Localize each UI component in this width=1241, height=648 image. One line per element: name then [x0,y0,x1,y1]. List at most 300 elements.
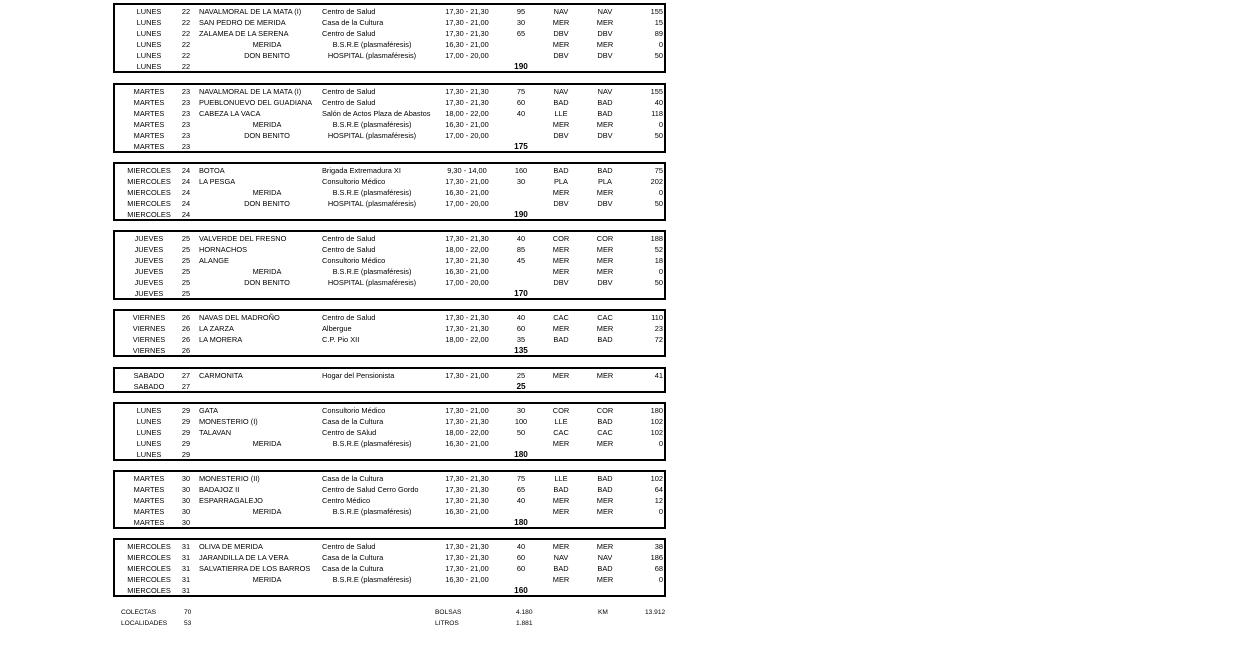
hours-cell: 17,30 - 21,00 [445,564,489,573]
area-cell: DBV [597,199,613,208]
table-row [115,427,664,438]
locality-cell: MERIDA [252,575,282,584]
hours-cell: 17,30 - 21,30 [445,87,489,96]
area-cell: DBV [597,51,613,60]
km-cell: 155 [650,7,663,16]
locality-cell: PUEBLONUEVO DEL GUADIANA [199,98,313,107]
day-cell: MARTES [133,120,165,129]
km-cell: 68 [654,564,663,573]
area-cell: BAD [597,98,613,107]
day-cell: JUEVES [134,267,164,276]
summary-row [115,61,664,72]
zone-cell: DBV [553,131,569,140]
km-cell: 118 [651,109,663,118]
area-cell: DBV [597,278,613,287]
locality-cell: DON BENITO [244,199,290,208]
venue-cell: Albergue [322,324,352,333]
day-number-cell: 24 [181,210,191,219]
day-cell: MARTES [133,109,165,118]
summary-row [115,141,664,152]
area-cell: BAD [597,109,613,118]
day-cell: VIERNES [132,335,166,344]
km-cell: 186 [650,553,663,562]
locality-cell: TALAVAN [199,428,232,437]
venue-cell: HOSPITAL (plasmaféresis) [327,278,417,287]
day-total: 180 [514,450,528,459]
summary-row [115,381,664,392]
day-number-cell: 26 [181,313,191,322]
bags-cell: 65 [516,29,526,38]
km-cell: 0 [658,267,663,276]
day-total: 175 [514,142,528,151]
km-cell: 102 [650,428,663,437]
hours-cell: 18,00 - 22,00 [445,245,489,254]
day-cell: JUEVES [134,256,164,265]
area-cell: MER [596,575,614,584]
area-cell: BAD [597,485,613,494]
zone-cell: MER [552,507,570,516]
zone-cell: PLA [554,177,568,186]
day-cell: MIERCOLES [127,542,171,551]
table-row [115,6,664,17]
table-row [115,50,664,61]
zone-cell: MER [552,188,570,197]
venue-cell: Casa de la Cultura [322,417,384,426]
venue-cell: Centro de Salud [322,29,376,38]
area-cell: BAD [597,564,613,573]
locality-cell: MONESTERIO (II) [199,474,260,483]
day-number-cell: 30 [181,496,191,505]
bags-cell: 40 [516,234,526,243]
table-row [115,416,664,427]
day-number-cell: 29 [181,417,191,426]
bags-cell: 30 [516,177,526,186]
locality-cell: CABEZA LA VACA [199,109,261,118]
table-row [115,552,664,563]
day-number-cell: 25 [181,256,191,265]
zone-cell: BAD [553,98,569,107]
bags-cell: 25 [516,371,526,380]
hours-cell: 16,30 - 21,00 [445,120,489,129]
table-row [115,130,664,141]
day-cell: MIERCOLES [127,575,171,584]
colectas-label: COLECTAS [121,609,157,616]
day-number-cell: 26 [181,324,191,333]
day-cell: MIERCOLES [127,564,171,573]
hours-cell: 17,30 - 21,30 [445,234,489,243]
table-row [115,17,664,28]
day-cell: MIERCOLES [127,586,171,595]
zone-cell: MER [552,496,570,505]
zone-cell: LLE [554,474,568,483]
hours-cell: 17,00 - 20,00 [445,199,489,208]
area-cell: MER [596,256,614,265]
day-cell: LUNES [136,439,162,448]
zone-cell: DBV [553,278,569,287]
hours-cell: 17,30 - 21,00 [445,18,489,27]
km-cell: 180 [650,406,663,415]
day-cell: LUNES [136,450,162,459]
hours-cell: 18,00 - 22,00 [445,109,489,118]
day-number-cell: 29 [181,406,191,415]
hours-cell: 17,30 - 21,00 [445,371,489,380]
km-cell: 41 [654,371,663,380]
venue-cell: Consultorio Médico [322,177,386,186]
zone-cell: MER [552,267,570,276]
venue-cell: Centro de Salud [322,542,376,551]
zone-cell: NAV [553,7,569,16]
day-number-cell: 24 [181,188,191,197]
km-cell: 0 [658,439,663,448]
day-cell: MARTES [133,496,165,505]
summary-row [115,449,664,460]
km-cell: 50 [654,51,663,60]
zone-cell: BAD [553,166,569,175]
venue-cell: C.P. Pio XII [322,335,360,344]
hours-cell: 17,30 - 21,30 [445,29,489,38]
summary-row [115,585,664,596]
venue-cell: Salón de Actos Plaza de Abastos [322,109,431,118]
area-cell: MER [596,496,614,505]
locality-cell: JARANDILLA DE LA VERA [199,553,289,562]
summary-row [115,517,664,528]
schedule-block [113,230,666,300]
day-cell: MARTES [133,87,165,96]
locality-cell: ZALAMEA DE LA SERENA [199,29,289,38]
venue-cell: Hogar del Pensionista [322,371,395,380]
day-cell: MIERCOLES [127,210,171,219]
hours-cell: 18,00 - 22,00 [445,428,489,437]
hours-cell: 17,30 - 21,30 [445,7,489,16]
table-row [115,97,664,108]
locality-cell: MERIDA [252,188,282,197]
table-row [115,119,664,130]
localidades-value: 53 [184,620,192,627]
area-cell: PLA [598,177,612,186]
locality-cell: ESPARRAGALEJO [199,496,263,505]
table-row [115,370,664,381]
km-cell: 23 [654,324,663,333]
localidades-label: LOCALIDADES [121,620,168,627]
locality-cell: SALVATIERRA DE LOS BARROS [199,564,311,573]
table-row [115,198,664,209]
venue-cell: Consultorio Médico [322,406,386,415]
area-cell: MER [596,245,614,254]
hours-cell: 17,30 - 21,00 [445,177,489,186]
area-cell: NAV [597,87,613,96]
day-cell: SABADO [133,382,165,391]
venue-cell: Centro de Salud [322,98,376,107]
hours-cell: 18,00 - 22,00 [445,335,489,344]
hours-cell: 16,30 - 21,00 [445,267,489,276]
day-number-cell: 31 [181,564,191,573]
day-number-cell: 27 [181,382,191,391]
day-cell: JUEVES [134,234,164,243]
day-number-cell: 31 [181,542,191,551]
day-number-cell: 26 [181,346,191,355]
day-cell: LUNES [136,62,162,71]
day-number-cell: 29 [181,428,191,437]
day-number-cell: 30 [181,507,191,516]
schedule-block [113,309,666,357]
day-number-cell: 30 [181,485,191,494]
venue-cell: Brigada Extremadura XI [322,166,401,175]
day-cell: JUEVES [134,278,164,287]
km-cell: 102 [650,474,663,483]
area-cell: BAD [597,474,613,483]
day-number-cell: 23 [181,120,191,129]
table-row [115,334,664,345]
hours-cell: 17,00 - 20,00 [445,51,489,60]
day-number-cell: 22 [181,29,191,38]
table-row [115,438,664,449]
table-row [115,165,664,176]
schedule-block [113,402,666,461]
venue-cell: Centro de Salud [322,87,376,96]
litros-label: LITROS [435,620,459,627]
area-cell: DBV [597,131,613,140]
day-cell: LUNES [136,51,162,60]
hours-cell: 17,30 - 21,30 [445,98,489,107]
km-cell: 75 [654,166,663,175]
day-number-cell: 25 [181,267,191,276]
zone-cell: MER [552,324,570,333]
table-row [115,266,664,277]
zone-cell: DBV [553,51,569,60]
zone-cell: CAC [553,313,569,322]
hours-cell: 16,30 - 21,00 [445,40,489,49]
hours-cell: 17,00 - 20,00 [445,131,489,140]
area-cell: BAD [597,335,613,344]
locality-cell: BOTOA [199,166,225,175]
day-number-cell: 23 [181,142,191,151]
locality-cell: MERIDA [252,40,282,49]
hours-cell: 16,30 - 21,00 [445,507,489,516]
bags-cell: 40 [516,313,526,322]
hours-cell: 17,30 - 21,30 [445,496,489,505]
hours-cell: 17,30 - 21,30 [445,485,489,494]
day-number-cell: 31 [181,553,191,562]
table-row [115,187,664,198]
km-cell: 0 [658,40,663,49]
km-cell: 64 [654,485,663,494]
bags-cell: 40 [516,496,526,505]
area-cell: BAD [597,166,613,175]
day-cell: LUNES [136,7,162,16]
zone-cell: MER [552,371,570,380]
day-cell: JUEVES [134,289,164,298]
day-number-cell: 31 [181,575,191,584]
table-row [115,473,664,484]
summary-row [115,288,664,299]
zone-cell: DBV [553,199,569,208]
km-cell: 50 [654,199,663,208]
bags-cell: 30 [516,18,526,27]
day-number-cell: 25 [181,289,191,298]
day-number-cell: 25 [181,278,191,287]
day-cell: SABADO [133,371,165,380]
km-cell: 72 [654,335,663,344]
bags-cell: 30 [516,406,526,415]
day-cell: MIERCOLES [127,177,171,186]
hours-cell: 17,00 - 20,00 [445,278,489,287]
day-cell: VIERNES [132,313,166,322]
bags-cell: 45 [516,256,526,265]
venue-cell: B.S.R.E (plasmaféresis) [332,439,412,448]
table-row [115,233,664,244]
locality-cell: MERIDA [252,507,282,516]
day-total: 180 [514,518,528,527]
table-row [115,244,664,255]
locality-cell: SAN PEDRO DE MERIDA [199,18,286,27]
km-cell: 0 [658,507,663,516]
zone-cell: NAV [553,87,569,96]
day-number-cell: 22 [181,40,191,49]
day-cell: MARTES [133,98,165,107]
venue-cell: Centro de Salud Cerro Gordo [322,485,419,494]
zone-cell: COR [552,406,570,415]
area-cell: NAV [597,7,613,16]
hours-cell: 17,30 - 21,30 [445,417,489,426]
day-cell: LUNES [136,417,162,426]
locality-cell: MERIDA [252,439,282,448]
zone-cell: MER [552,256,570,265]
venue-cell: Casa de la Cultura [322,564,384,573]
locality-cell: GATA [199,406,219,415]
day-total: 135 [514,346,528,355]
km-label: KM [598,609,608,616]
hours-cell: 17,30 - 21,00 [445,406,489,415]
venue-cell: B.S.R.E (plasmaféresis) [332,507,412,516]
hours-cell: 17,30 - 21,30 [445,256,489,265]
bags-cell: 50 [516,428,526,437]
day-cell: MIERCOLES [127,188,171,197]
table-row [115,563,664,574]
table-row [115,176,664,187]
day-cell: MARTES [133,142,165,151]
area-cell: MER [596,542,614,551]
area-cell: MER [596,324,614,333]
zone-cell: CAC [553,428,569,437]
day-cell: MARTES [133,507,165,516]
colectas-value: 70 [184,609,192,616]
day-number-cell: 31 [181,586,191,595]
venue-cell: HOSPITAL (plasmaféresis) [327,131,417,140]
table-row [115,495,664,506]
km-cell: 89 [654,29,663,38]
day-cell: LUNES [136,29,162,38]
zone-cell: NAV [553,553,569,562]
locality-cell: CARMONITA [199,371,243,380]
venue-cell: Centro de Salud [322,234,376,243]
locality-cell: OLIVA DE MERIDA [199,542,263,551]
locality-cell: NAVALMORAL DE LA MATA (I) [199,87,302,96]
area-cell: DBV [597,29,613,38]
km-cell: 155 [650,87,663,96]
area-cell: MER [596,439,614,448]
venue-cell: Centro Médico [322,496,371,505]
day-number-cell: 30 [181,518,191,527]
table-row [115,255,664,266]
venue-cell: HOSPITAL (plasmaféresis) [327,199,417,208]
table-row [115,541,664,552]
zone-cell: COR [552,234,570,243]
hours-cell: 17,30 - 21,30 [445,542,489,551]
km-cell: 0 [658,120,663,129]
litros-value: 1.881 [516,620,533,627]
zone-cell: MER [552,18,570,27]
day-number-cell: 24 [181,199,191,208]
hours-cell: 16,30 - 21,00 [445,575,489,584]
table-row [115,28,664,39]
zone-cell: BAD [553,335,569,344]
km-cell: 18 [654,256,663,265]
summary-row [115,209,664,220]
schedule-block [113,162,666,221]
venue-cell: Centro de Salud [322,245,376,254]
km-cell: 38 [654,542,663,551]
zone-cell: MER [552,575,570,584]
km-cell: 12 [654,496,663,505]
day-cell: VIERNES [132,346,166,355]
day-number-cell: 22 [181,7,191,16]
area-cell: CAC [597,428,613,437]
day-cell: JUEVES [134,245,164,254]
locality-cell: VALVERDE DEL FRESNO [199,234,287,243]
km-cell: 15 [654,18,663,27]
day-number-cell: 27 [181,371,191,380]
km-cell: 102 [650,417,663,426]
zone-cell: BAD [553,485,569,494]
km-cell: 50 [654,131,663,140]
venue-cell: B.S.R.E (plasmaféresis) [332,120,412,129]
bags-cell: 40 [516,109,526,118]
bags-cell: 60 [516,564,526,573]
day-cell: MARTES [133,131,165,140]
venue-cell: Centro de Salud [322,313,376,322]
hours-cell: 17,30 - 21,30 [445,313,489,322]
area-cell: CAC [597,313,613,322]
km-cell: 0 [658,188,663,197]
area-cell: COR [596,234,614,243]
summary-row [115,345,664,356]
locality-cell: LA PESGA [199,177,236,186]
table-row [115,39,664,50]
bags-cell: 40 [516,542,526,551]
table-row [115,506,664,517]
day-cell: MARTES [133,474,165,483]
day-total: 25 [516,382,526,391]
schedule-block [113,3,666,73]
venue-cell: Centro de Salud [322,7,376,16]
day-number-cell: 25 [181,234,191,243]
table-row [115,405,664,416]
area-cell: MER [596,371,614,380]
venue-cell: B.S.R.E (plasmaféresis) [332,188,412,197]
bags-cell: 75 [516,474,526,483]
zone-cell: BAD [553,564,569,573]
day-cell: MIERCOLES [127,553,171,562]
day-number-cell: 23 [181,109,191,118]
bags-cell: 100 [514,417,528,426]
locality-cell: MONESTERIO (I) [199,417,258,426]
area-cell: MER [596,18,614,27]
area-cell: MER [596,120,614,129]
day-total: 170 [514,289,528,298]
hours-cell: 16,30 - 21,00 [445,439,489,448]
table-row [115,108,664,119]
day-cell: LUNES [136,428,162,437]
